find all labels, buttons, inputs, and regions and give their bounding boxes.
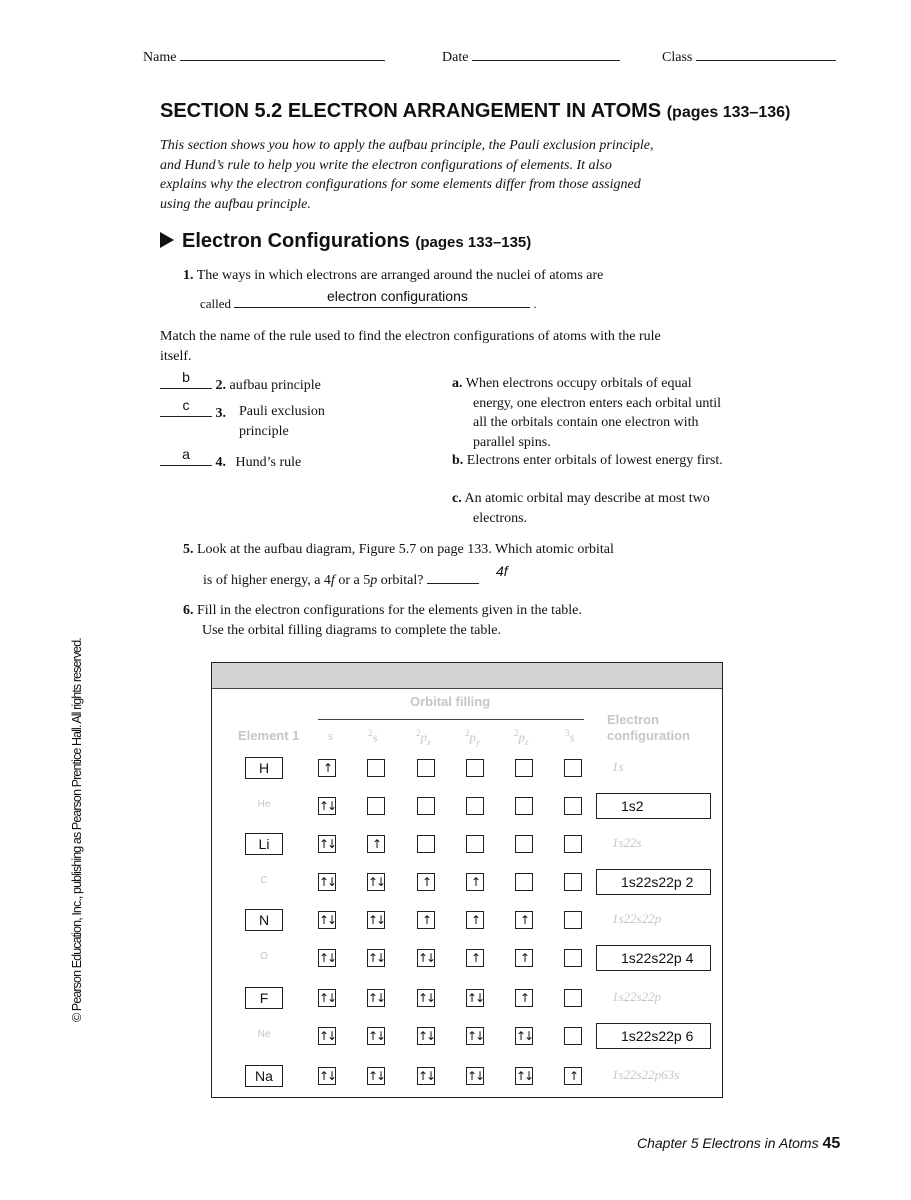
- orbital-box: ↑↓: [319, 875, 336, 889]
- orbital-filling-header: Orbital filling: [410, 694, 491, 709]
- config-answer-box[interactable]: 1s2: [596, 793, 711, 819]
- config-answer-box[interactable]: 1s22s22p 4: [596, 945, 711, 971]
- class-blank[interactable]: [696, 46, 836, 61]
- match-blank-3[interactable]: [160, 397, 212, 417]
- question-5-line2-c: orbital?: [377, 573, 424, 588]
- footer-page-number: 45: [822, 1135, 841, 1152]
- config-ghost: 1s22s22p63s: [612, 1067, 680, 1082]
- question-6-line2: Use the orbital filling diagrams to complete the table.: [202, 623, 501, 638]
- orbital-box: [466, 835, 484, 853]
- name-field[interactable]: [143, 46, 385, 66]
- element-cell: N: [245, 909, 283, 931]
- col-header-1s: s: [328, 728, 334, 743]
- orbital-box: ↑: [367, 835, 385, 853]
- orbital-box: [515, 797, 533, 815]
- orbital-box: [367, 797, 385, 815]
- col-header-2px: $^2p_x$: [416, 728, 431, 747]
- section-intro: This section shows you how to apply the aufbau principle, the Pauli exclusion principle, and Hund’s rule to help you write the electron configurations of elements. It also explains why the electron configurations for some elements differ from those assigned using the aufbau principle.: [160, 138, 654, 212]
- orbital-box: ↑: [466, 873, 484, 891]
- date-label: Date: [442, 50, 469, 65]
- col-header-2pz: $^2p_z$: [514, 728, 529, 747]
- question-6: [183, 601, 582, 621]
- question-5-answer: 4f: [496, 563, 508, 579]
- called-label: called: [200, 296, 232, 311]
- match-item-2: [160, 369, 321, 396]
- orbital-filling-rule: [318, 719, 584, 720]
- element-cell: Ne: [257, 1029, 271, 1040]
- question-1: [183, 266, 603, 286]
- table-header-band: [212, 663, 722, 689]
- question-5-line2: [203, 569, 479, 591]
- orbital-box: [417, 835, 435, 853]
- section-title-text: SECTION 5.2 ELECTRON ARRANGEMENT IN ATOMS: [160, 100, 662, 122]
- match-text-3: Pauli exclusion principle: [239, 404, 325, 439]
- footer-chapter: Chapter 5 Electrons in Atoms: [637, 1135, 819, 1151]
- config-ghost: 1s22s22p: [612, 911, 662, 926]
- orbital-box: [515, 759, 533, 777]
- orbital-box: ↑↓: [319, 991, 336, 1005]
- orbital-box: ↑: [417, 911, 435, 929]
- question-5: [183, 540, 614, 560]
- orbital-box: ↑: [515, 949, 533, 967]
- orbital-box: [417, 759, 435, 777]
- orbital-box: [466, 797, 484, 815]
- orbital-box: ↑↓: [418, 1069, 435, 1083]
- element-cell: Li: [245, 833, 283, 855]
- match-blank-4[interactable]: [160, 446, 212, 466]
- orbital-box: [564, 949, 582, 967]
- orbital-box: [564, 797, 582, 815]
- question-6-number: 6.: [183, 603, 194, 618]
- col-header-3s: $^3$s: [565, 728, 575, 745]
- option-a-letter: a.: [452, 376, 463, 391]
- orbital-box: [417, 797, 435, 815]
- question-1-answer: electron configurations: [327, 288, 468, 304]
- match-text-2: aufbau principle: [229, 378, 321, 393]
- element-cell: F: [245, 987, 283, 1009]
- orbital-box: ↑↓: [467, 1029, 484, 1043]
- orbital-box: ↑↓: [418, 991, 435, 1005]
- match-item-3: [160, 397, 325, 439]
- match-instructions: Match the name of the rule used to find the electron configurations of atoms with the rule itself.: [160, 329, 661, 364]
- option-c-letter: c.: [452, 491, 462, 506]
- option-b-letter: b.: [452, 453, 464, 468]
- orbital-box: [564, 759, 582, 777]
- subsection-title-text: Electron Configurations: [182, 230, 410, 252]
- orbital-box: ↑↓: [467, 991, 484, 1005]
- class-label: Class: [662, 50, 693, 65]
- config-ghost: 1s22s: [612, 835, 642, 850]
- element-cell: O: [260, 951, 268, 962]
- config-ghost: 1s: [612, 759, 624, 774]
- match-blank-2[interactable]: [160, 369, 212, 389]
- name-label: Name: [143, 50, 177, 65]
- config-ghost: 1s22s22p: [612, 989, 662, 1004]
- subsection-title: [160, 230, 531, 253]
- match-text-4: Hund’s rule: [235, 455, 302, 470]
- orbital-box: ↑↓: [319, 913, 336, 927]
- match-answer-2: b: [182, 369, 190, 385]
- triangle-bullet-icon: [160, 232, 174, 248]
- orbital-box: ↑↓: [418, 1029, 435, 1043]
- match-item-4: [160, 446, 302, 473]
- match-option-b: [452, 451, 735, 471]
- orbital-box: ↑↓: [418, 951, 435, 965]
- orbital-box: [515, 873, 533, 891]
- question-5-number: 5.: [183, 542, 194, 557]
- orbital-box: [466, 759, 484, 777]
- orbital-box: ↑: [515, 911, 533, 929]
- orbital-box: ↑↓: [368, 951, 385, 965]
- orbital-box: [564, 835, 582, 853]
- class-field[interactable]: [662, 46, 836, 66]
- name-blank[interactable]: [180, 46, 385, 61]
- copyright-notice: © Pearson Education, Inc., publishing as Pearson Prentice Hall. All rights reserved.: [70, 638, 84, 1022]
- section-title: [160, 100, 790, 123]
- match-number-2: 2.: [215, 378, 226, 393]
- question-5-line1: Look at the aufbau diagram, Figure 5.7 on page 133. Which atomic orbital: [197, 542, 614, 557]
- orbital-box: ↑↓: [368, 1069, 385, 1083]
- orbital-box: ↑↓: [319, 1029, 336, 1043]
- element-cell: He: [257, 799, 271, 810]
- option-c-text: An atomic orbital may describe at most two electrons.: [464, 491, 710, 526]
- orbital-box: [564, 1027, 582, 1045]
- question-5-f: f: [330, 573, 335, 588]
- orbital-box: ↑↓: [368, 991, 385, 1005]
- orbital-box: ↑: [515, 989, 533, 1007]
- question-1-period: .: [533, 296, 537, 311]
- orbital-box: ↑: [466, 911, 484, 929]
- orbital-box: ↑↓: [319, 951, 336, 965]
- orbital-box: ↑: [466, 949, 484, 967]
- subsection-pages: (pages 133–135): [415, 234, 532, 251]
- orbital-box: ↑↓: [319, 837, 336, 851]
- question-6-line1: Fill in the electron configurations for the elements given in the table.: [197, 603, 582, 618]
- question-1-number: 1.: [183, 268, 194, 283]
- match-option-a: [452, 374, 735, 452]
- config-header-1: Electron: [607, 712, 660, 727]
- element-cell: C: [260, 875, 268, 886]
- config-answer-box[interactable]: 1s22s22p 6: [596, 1023, 711, 1049]
- col-header-2py: $^2p_y$: [465, 728, 480, 747]
- orbital-box: ↑↓: [368, 913, 385, 927]
- match-number-3: 3.: [215, 406, 226, 421]
- col-header-2s: $^2$s: [368, 728, 378, 745]
- orbital-box: [564, 989, 582, 1007]
- element-cell: Na: [245, 1065, 283, 1087]
- orbital-box: [367, 759, 385, 777]
- match-number-4: 4.: [215, 455, 226, 470]
- orbital-box: [515, 835, 533, 853]
- date-field[interactable]: [442, 46, 620, 66]
- config-header-2: configuration: [607, 728, 691, 743]
- match-option-c: [452, 489, 735, 528]
- orbital-box: ↑: [318, 759, 336, 777]
- orbital-box: ↑↓: [516, 1069, 533, 1083]
- orbital-box: [564, 873, 582, 891]
- date-blank[interactable]: [472, 46, 620, 61]
- orbital-box: ↑↓: [368, 875, 385, 889]
- orbital-box: ↑↓: [319, 1069, 336, 1083]
- option-b-text: Electrons enter orbitals of lowest energy first.: [466, 453, 723, 468]
- orbital-box: ↑: [417, 873, 435, 891]
- config-answer-box[interactable]: 1s22s22p 2: [596, 869, 711, 895]
- orbital-box: ↑↓: [319, 799, 336, 813]
- element-header: Element 1: [238, 728, 300, 743]
- orbital-box: ↑↓: [368, 1029, 385, 1043]
- orbital-box: ↑: [564, 1067, 582, 1085]
- orbital-box: ↑↓: [467, 1069, 484, 1083]
- page-footer: [637, 1135, 840, 1153]
- match-answer-3: c: [182, 397, 190, 413]
- orbital-box: ↑↓: [516, 1029, 533, 1043]
- element-cell: H: [245, 757, 283, 779]
- question-1-text: The ways in which electrons are arranged around the nuclei of atoms are: [196, 268, 604, 283]
- option-a-text: When electrons occupy orbitals of equal energy, one electron enters each orbital until all the orbitals contain one electron with parallel spins.: [465, 376, 722, 450]
- orbital-box: [564, 911, 582, 929]
- question-5-blank[interactable]: [427, 569, 479, 584]
- match-answer-4: a: [182, 446, 190, 462]
- section-pages: (pages 133–136): [666, 104, 791, 121]
- question-5-line2-b: or a 5: [334, 573, 371, 588]
- question-5-line2-a: is of higher energy, a 4: [203, 573, 331, 588]
- question-5-p: p: [370, 573, 378, 588]
